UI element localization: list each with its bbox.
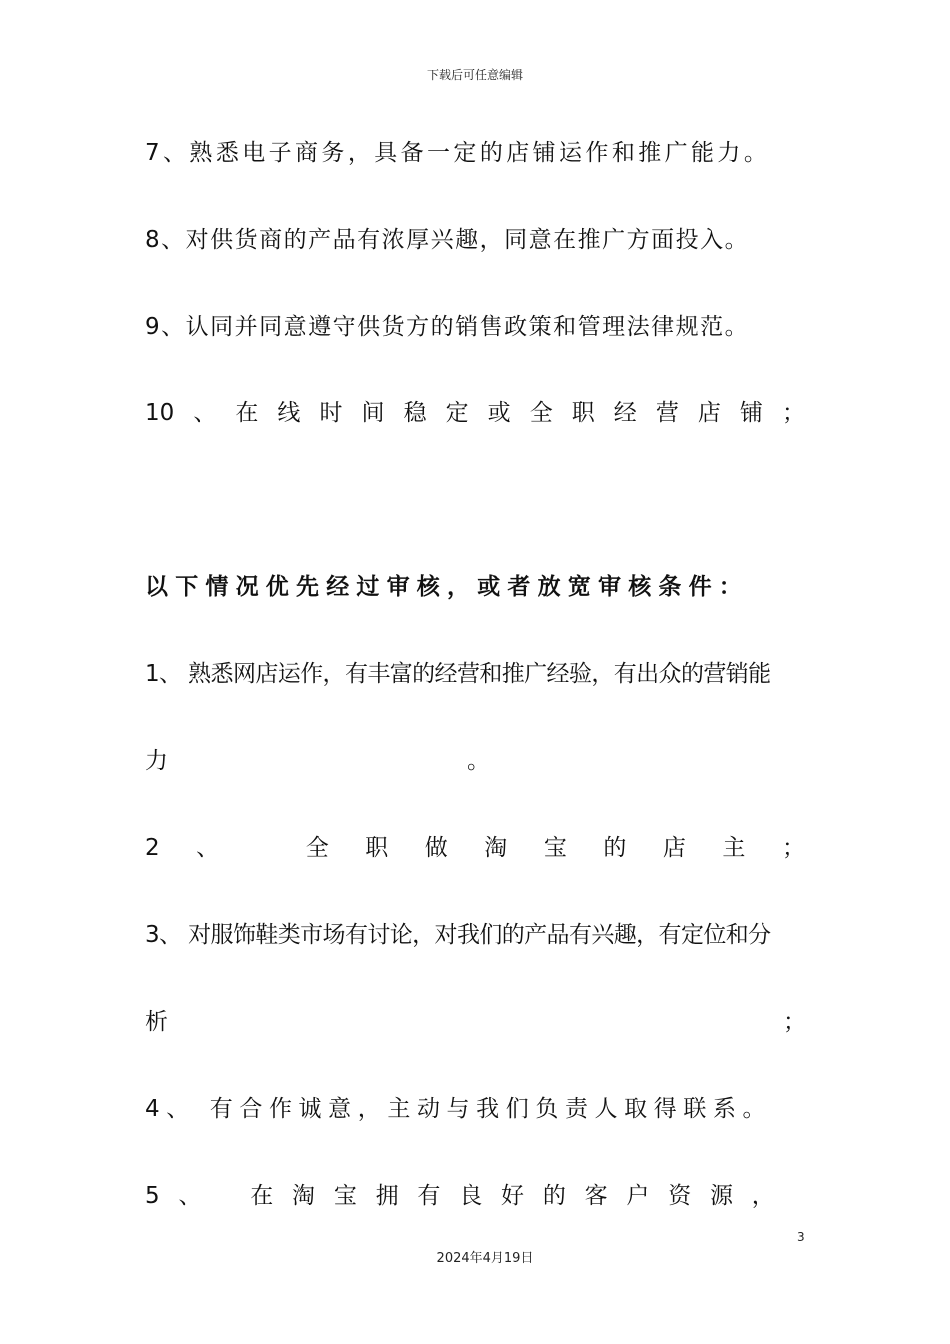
requirement-9: 9、认同并同意遵守供货方的销售政策和管理法律规范。 (145, 314, 750, 340)
priority-2: 2 、 全 职 做 淘 宝 的 店 主 ； (145, 835, 805, 861)
page-header: 下载后可任意编辑 (426, 68, 523, 82)
priority-3-line-1: 3、 对服饰鞋类市场有讨论，对我们的产品有兴趣，有定位和分 (145, 922, 771, 948)
priority-1-line-1: 1、 熟悉网店运作，有丰富的经营和推广经验，有出众的营销能 (145, 661, 771, 687)
priority-5: 5 、 在 淘 宝 拥 有 良 好 的 客 户 资 源 ， (145, 1183, 775, 1209)
section-heading: 以下情况优先经过审核，或者放宽审核条件： (145, 574, 749, 600)
page-number: 3 (797, 1230, 805, 1244)
requirement-8: 8、对供货商的产品有浓厚兴趣，同意在推广方面投入。 (145, 227, 750, 253)
priority-1-line-2: 力 。 (145, 748, 490, 774)
priority-3-line-2: 析 ； (145, 1009, 806, 1035)
footer-date: 2024年4月19日 (436, 1251, 534, 1266)
requirement-10: 10 、 在 线 时 间 稳 定 或 全 职 经 营 店 铺 ； (145, 400, 805, 426)
requirement-7: 7、熟悉电子商务，具备一定的店铺运作和推广能力。 (145, 140, 771, 166)
priority-4: 4、 有合作诚意，主动与我们负责人取得联系。 (145, 1096, 773, 1122)
